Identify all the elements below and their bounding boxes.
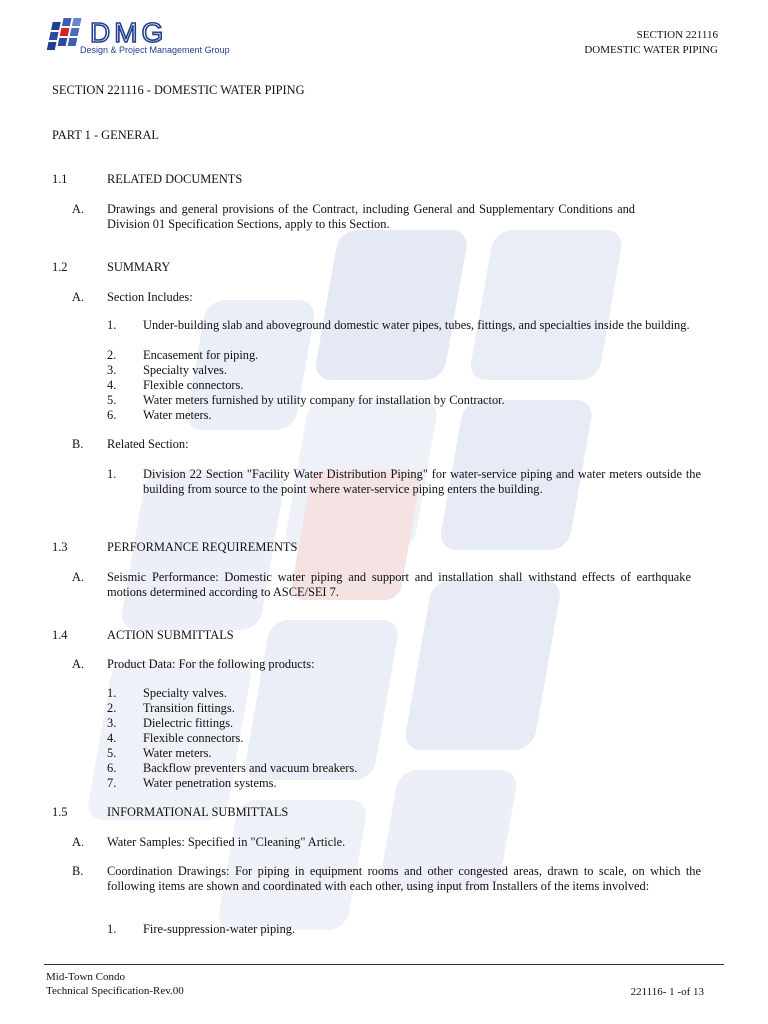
article-title: RELATED DOCUMENTS — [107, 172, 243, 186]
list-item-number: 2. — [107, 348, 117, 362]
article-title: INFORMATIONAL SUBMITTALS — [107, 805, 289, 819]
paragraph-text: Water Samples: Specified in "Cleaning" Article. — [107, 835, 346, 849]
section-title: SECTION 221116 - DOMESTIC WATER PIPING — [52, 83, 305, 97]
paragraph-label: B. — [72, 437, 84, 451]
list-item-text: Flexible connectors. — [143, 378, 244, 392]
list-item-number: 6. — [107, 761, 117, 775]
article-number: 1.2 — [52, 260, 68, 274]
list-item-text: Specialty valves. — [143, 363, 227, 377]
list-item-text: Water meters furnished by utility company for installation by Contractor. — [143, 393, 505, 407]
paragraph-text: Product Data: For the following products: — [107, 657, 315, 671]
footer-divider — [44, 964, 724, 965]
article-title: SUMMARY — [107, 260, 171, 274]
paragraph-text: Seismic Performance: Domestic water piping and support and installation shall withstand effects of earthquake motions determined according to ASCE/SEI 7. — [107, 570, 691, 599]
list-item-number: 1. — [107, 922, 117, 936]
header-section-number: SECTION 221116 — [636, 29, 718, 41]
list-item-number: 5. — [107, 746, 117, 760]
list-item-text: Division 22 Section "Facility Water Distribution Piping" for water-service piping and water meters outside the building from source to the point where water-service piping enters the building. — [143, 467, 701, 496]
article-number: 1.5 — [52, 805, 68, 819]
header-section-title: DOMESTIC WATER PIPING — [584, 44, 718, 56]
paragraph-text: Drawings and general provisions of the Contract, including General and Supplementary Conditions and Division 01 Specification Sections, apply to this Section. — [107, 202, 635, 231]
list-item-text: Dielectric fittings. — [143, 716, 234, 730]
dmg-logo-icon — [44, 16, 264, 56]
list-item-text: Flexible connectors. — [143, 731, 244, 745]
article-number: 1.3 — [52, 540, 68, 554]
list-item-number: 1. — [107, 318, 117, 332]
list-item-number: 3. — [107, 716, 117, 730]
footer-page-number: 221116- 1 -of 13 — [630, 986, 704, 998]
footer-document: Technical Specification-Rev.00 — [46, 985, 184, 997]
list-item-number: 3. — [107, 363, 117, 377]
paragraph-text: Section Includes: — [107, 290, 193, 304]
list-item-number: 7. — [107, 776, 117, 790]
paragraph-label: B. — [72, 864, 84, 878]
list-item-text: Encasement for piping. — [143, 348, 259, 362]
logo-text: DMG — [90, 17, 168, 48]
paragraph-label: A. — [72, 202, 85, 216]
logo-tagline: Design & Project Management Group — [80, 45, 230, 55]
list-item-text: Fire-suppression-water piping. — [143, 922, 296, 936]
article-number: 1.4 — [52, 628, 68, 642]
list-item-text: Water meters. — [143, 746, 212, 760]
list-item-number: 1. — [107, 467, 117, 481]
paragraph-label: A. — [72, 290, 85, 304]
paragraph-label: A. — [72, 570, 85, 584]
list-item-number: 4. — [107, 731, 117, 745]
article-number: 1.1 — [52, 172, 68, 186]
page-header-right — [584, 28, 718, 58]
list-item-text: Under-building slab and aboveground domestic water pipes, tubes, fittings, and specialties inside the building. — [143, 318, 690, 332]
list-item-text: Water penetration systems. — [143, 776, 277, 790]
company-logo — [44, 16, 264, 60]
list-item-text: Transition fittings. — [143, 701, 235, 715]
footer-project: Mid-Town Condo — [46, 971, 125, 983]
list-item-text: Water meters. — [143, 408, 212, 422]
list-item-number: 1. — [107, 686, 117, 700]
paragraph-label: A. — [72, 835, 85, 849]
page-footer-left — [46, 970, 184, 998]
paragraph-label: A. — [72, 657, 85, 671]
article-title: PERFORMANCE REQUIREMENTS — [107, 540, 298, 554]
paragraph-text: Coordination Drawings: For piping in equipment rooms and other congested areas, drawn to scale, on which the following items are shown and coordinated with each other, using input from Installers of the items involved: — [107, 864, 701, 893]
list-item-number: 5. — [107, 393, 117, 407]
list-item-text: Backflow preventers and vacuum breakers. — [143, 761, 358, 775]
paragraph-text: Related Section: — [107, 437, 189, 451]
list-item-number: 4. — [107, 378, 117, 392]
list-item-number: 2. — [107, 701, 117, 715]
article-title: ACTION SUBMITTALS — [107, 628, 234, 642]
list-item-text: Specialty valves. — [143, 686, 227, 700]
part-heading: PART 1 - GENERAL — [52, 128, 159, 142]
list-item-number: 6. — [107, 408, 117, 422]
